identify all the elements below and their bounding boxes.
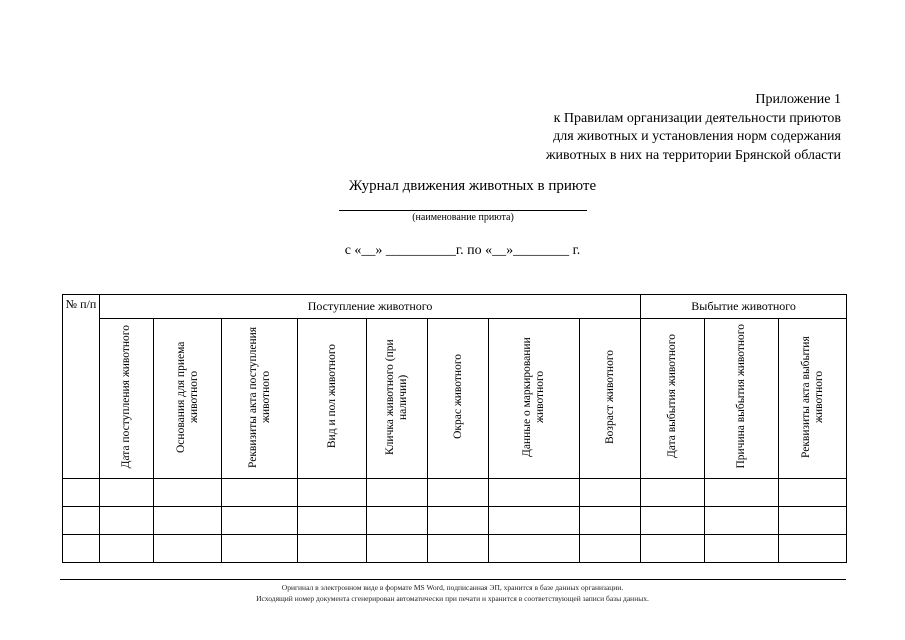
- table-row: [63, 479, 847, 507]
- column-header-label: Реквизиты акта поступления животного: [246, 325, 272, 468]
- column-header-label: Возраст животного: [603, 349, 616, 444]
- table-cell: [489, 507, 580, 535]
- column-header-label: Окрас животного: [451, 354, 464, 439]
- column-header-label: Вид и пол животного: [325, 344, 338, 449]
- table-cell: [367, 479, 428, 507]
- column-header: [580, 319, 641, 479]
- exit-group-header: Выбытие животного: [641, 295, 847, 319]
- column-header: [222, 319, 298, 479]
- table-cell: [705, 507, 779, 535]
- footer-line: Исходящий номер документа сгенерирован автоматически при печати и хранится в соответствующей записи базы данных.: [256, 594, 649, 603]
- column-header-label: Причина выбытия животного: [735, 324, 748, 469]
- table-cell: [641, 535, 705, 563]
- column-header: [154, 319, 222, 479]
- table-row: [63, 535, 847, 563]
- table-cell: [705, 535, 779, 563]
- table-cell: [367, 507, 428, 535]
- intake-group-header: Поступление животного: [100, 295, 641, 319]
- number-header: № п/п: [63, 295, 100, 479]
- appendix-line: Приложение 1: [755, 92, 841, 107]
- column-header-label: Данные о маркировании животного: [521, 336, 546, 457]
- table-cell: [489, 535, 580, 563]
- table-cell: [298, 479, 367, 507]
- table-cell: [222, 507, 298, 535]
- column-header: [100, 319, 154, 479]
- table-cell: [367, 535, 428, 563]
- appendix-line: животных в них на территории Брянской области: [545, 147, 841, 163]
- shelter-name-line: [339, 210, 587, 211]
- table-cell: [63, 479, 100, 507]
- column-header-label: Кличка животного (при наличии): [384, 338, 409, 455]
- table-cell: [428, 507, 489, 535]
- column-header: [298, 319, 367, 479]
- table-cell: [222, 535, 298, 563]
- table-cell: [100, 507, 154, 535]
- table-cell: [641, 479, 705, 507]
- footer-note: [0, 582, 905, 604]
- table-cell: [298, 535, 367, 563]
- table-cell: [154, 507, 222, 535]
- table-cell: [154, 479, 222, 507]
- column-header-label: Основания для приема животного: [174, 340, 200, 453]
- appendix-header: [511, 91, 841, 165]
- table-cell: [428, 479, 489, 507]
- table-cell: [298, 507, 367, 535]
- shelter-name-caption: (наименование приюта): [412, 212, 514, 223]
- table-cell: [779, 479, 847, 507]
- column-header-label: Реквизиты акта выбытия животного: [799, 335, 825, 458]
- table-cell: [580, 479, 641, 507]
- footer-divider: [60, 579, 846, 580]
- table-cell: [222, 479, 298, 507]
- column-header: [428, 319, 489, 479]
- column-header: [367, 319, 428, 479]
- table-cell: [489, 479, 580, 507]
- column-header: [489, 319, 580, 479]
- table-row: [63, 507, 847, 535]
- table-cell: [100, 535, 154, 563]
- table-cell: [580, 535, 641, 563]
- appendix-line: к Правилам организации деятельности приютов: [553, 110, 841, 126]
- table-cell: [779, 535, 847, 563]
- appendix-line: для животных и установления норм содержания: [553, 129, 841, 144]
- table-cell: [63, 535, 100, 563]
- column-header: [641, 319, 705, 479]
- table-cell: [100, 479, 154, 507]
- table-cell: [428, 535, 489, 563]
- journal-table: [62, 294, 847, 563]
- table-cell: [63, 507, 100, 535]
- table-cell: [580, 507, 641, 535]
- column-header: [705, 319, 779, 479]
- journal-title: Журнал движения животных в приюте: [348, 178, 597, 194]
- column-header-label: Дата поступления животного: [120, 324, 132, 469]
- table-cell: [641, 507, 705, 535]
- table-cell: [705, 479, 779, 507]
- footer-line: Оригинал в электронном виде в формате MS Word, подписанная ЭП, хранится в базе данных организации.: [281, 583, 624, 592]
- column-header: [779, 319, 847, 479]
- table-cell: [154, 535, 222, 563]
- period-line: с «__» __________г. по «__»________ г.: [344, 243, 581, 258]
- table-cell: [779, 507, 847, 535]
- column-header-label: Дата выбытия животного: [666, 334, 679, 459]
